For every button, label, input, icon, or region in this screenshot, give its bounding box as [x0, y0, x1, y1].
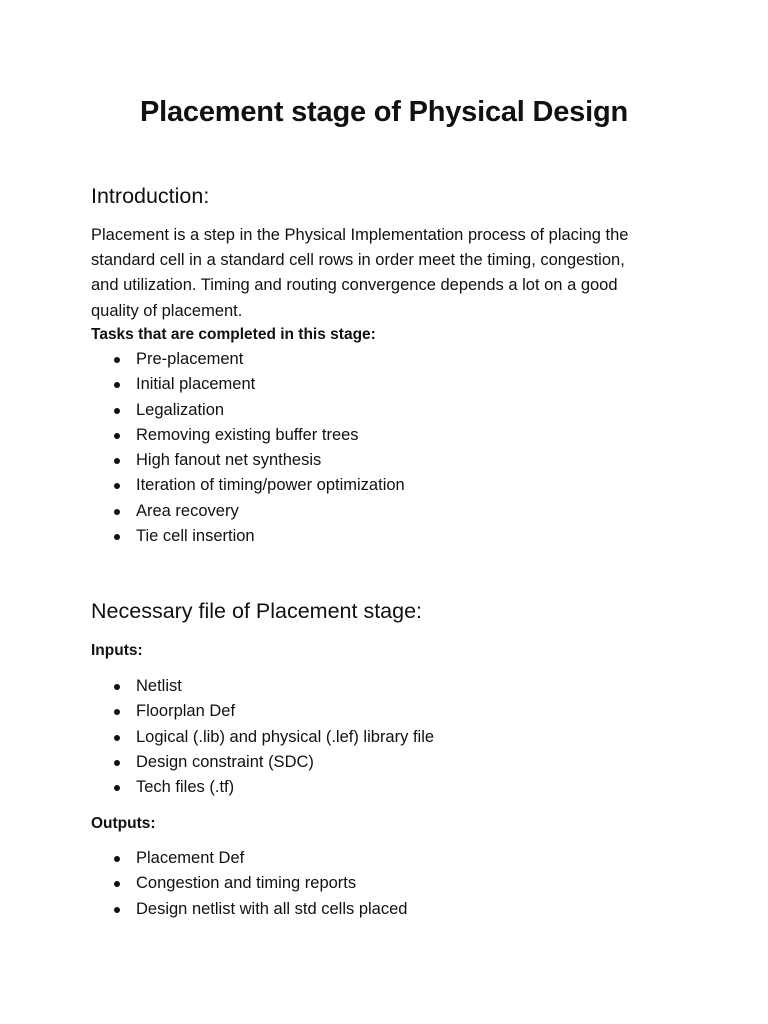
necessary-files-heading: Necessary file of Placement stage:: [91, 599, 423, 623]
list-item: Floorplan Def: [91, 699, 434, 724]
bullet-icon: [114, 785, 120, 791]
bullet-icon: [114, 881, 120, 887]
bullet-icon: [114, 856, 120, 862]
bullet-icon: [114, 534, 120, 540]
list-item: Area recovery: [91, 499, 405, 524]
paragraph-line: Placement is a step in the Physical Implementation process of placing the: [91, 226, 629, 244]
tasks-label: Tasks that are completed in this stage:: [91, 326, 376, 343]
introduction-paragraph: [91, 223, 671, 324]
list-item: High fanout net synthesis: [91, 448, 405, 473]
bullet-icon: [114, 709, 120, 715]
bullet-icon: [114, 735, 120, 741]
list-item: Design constraint (SDC): [91, 750, 434, 775]
list-item: Iteration of timing/power optimization: [91, 473, 405, 498]
paragraph-line: standard cell in a standard cell rows in order meet the timing, congestion,: [91, 251, 625, 270]
bullet-icon: [114, 483, 120, 489]
bullet-icon: [114, 684, 120, 690]
tasks-list: [91, 347, 405, 549]
list-item: Logical (.lib) and physical (.lef) library file: [91, 725, 434, 750]
list-item: Removing existing buffer trees: [91, 423, 405, 448]
list-item: Design netlist with all std cells placed: [91, 897, 407, 922]
list-item: Tie cell insertion: [91, 524, 405, 549]
bullet-icon: [114, 509, 120, 515]
inputs-label: Inputs:: [91, 642, 143, 659]
bullet-icon: [114, 433, 120, 439]
bullet-icon: [114, 408, 120, 414]
list-item: Tech files (.tf): [91, 775, 434, 800]
outputs-label: Outputs:: [91, 815, 156, 832]
bullet-icon: [114, 382, 120, 388]
outputs-list: [91, 846, 407, 922]
list-item: Pre-placement: [91, 347, 405, 372]
bullet-icon: [114, 458, 120, 464]
bullet-icon: [114, 907, 120, 913]
list-item: Netlist: [91, 674, 434, 699]
page-title: Placement stage of Physical Design: [140, 96, 628, 128]
list-item: Congestion and timing reports: [91, 871, 407, 896]
paragraph-line: and utilization. Timing and routing convergence depends a lot on a good: [91, 276, 618, 295]
bullet-icon: [114, 760, 120, 766]
inputs-list: [91, 674, 434, 800]
introduction-heading: Introduction:: [91, 184, 210, 208]
bullet-icon: [114, 357, 120, 363]
list-item: Legalization: [91, 398, 405, 423]
list-item: Placement Def: [91, 846, 407, 871]
paragraph-line: quality of placement.: [91, 301, 243, 320]
list-item: Initial placement: [91, 372, 405, 397]
